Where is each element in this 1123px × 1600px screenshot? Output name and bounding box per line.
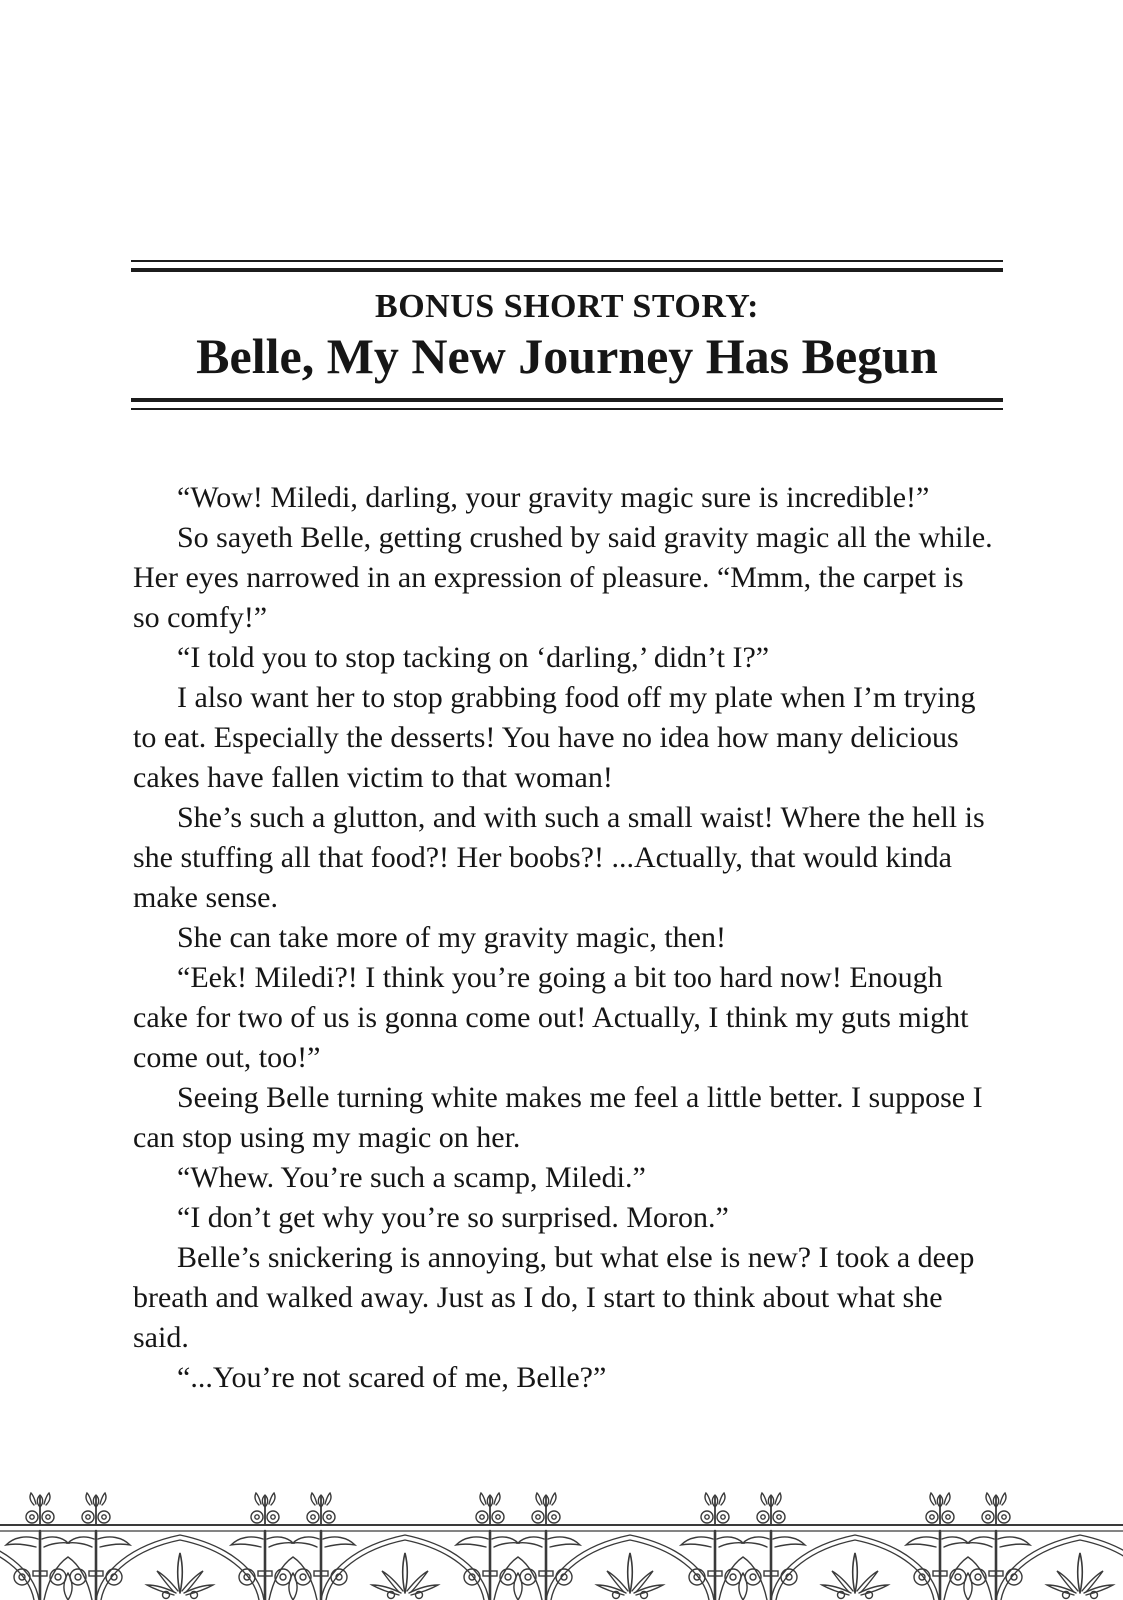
- chapter-heading: [131, 260, 1003, 410]
- story-body: [133, 478, 995, 1398]
- story-paragraph: Seeing Belle turning white makes me feel a little better. I suppose I can stop using my magic on her.: [133, 1081, 983, 1154]
- story-paragraph: “Eek! Miledi?! I think you’re going a bit too hard now! Enough cake for two of us is gonna come out! Actually, I think my guts might come out, too!”: [133, 961, 969, 1074]
- story-paragraph: “I told you to stop tacking on ‘darling,’ didn’t I?”: [177, 641, 770, 674]
- story-paragraph: Belle’s snickering is annoying, but what else is new? I took a deep breath and walked away. Just as I do, I start to think about what she said.: [133, 1241, 975, 1354]
- story-paragraph: “Wow! Miledi, darling, your gravity magic sure is incredible!”: [177, 481, 930, 514]
- double-rule-top: [131, 260, 1003, 272]
- chapter-kicker: BONUS SHORT STORY:: [375, 288, 759, 325]
- ornamental-fence-border-icon: [0, 1485, 1123, 1600]
- story-paragraph: I also want her to stop grabbing food off my plate when I’m trying to eat. Especially the desserts! You have no idea how many delicious cakes have fallen victim to that woman!: [133, 681, 976, 794]
- story-paragraph: “Whew. You’re such a scamp, Miledi.”: [177, 1161, 646, 1194]
- chapter-title: Belle, My New Journey Has Begun: [196, 328, 938, 385]
- story-paragraph: “...You’re not scared of me, Belle?”: [177, 1361, 607, 1394]
- story-paragraph: “I don’t get why you’re so surprised. Moron.”: [177, 1201, 729, 1234]
- story-paragraph: She’s such a glutton, and with such a small waist! Where the hell is she stuffing all that food?! Her boobs?! ...Actually, that would kinda make sense.: [133, 801, 985, 914]
- story-paragraph: So sayeth Belle, getting crushed by said gravity magic all the while. Her eyes narrowed in an expression of pleasure. “Mmm, the carpet is so comfy!”: [133, 521, 993, 634]
- double-rule-bottom: [131, 398, 1003, 410]
- story-paragraph: She can take more of my gravity magic, then!: [177, 921, 726, 954]
